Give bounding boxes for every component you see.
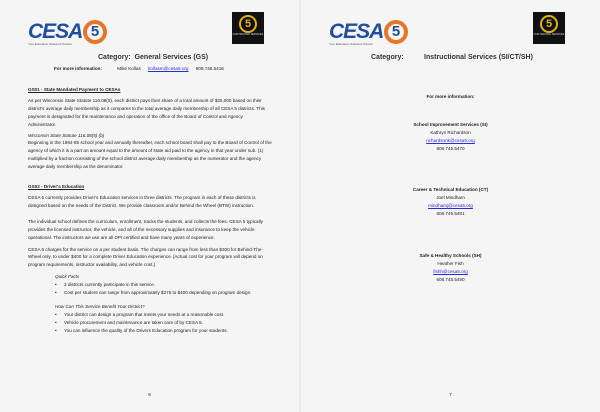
dept-name: Safe & Healthy Schools (SH) xyxy=(419,253,482,258)
quick-facts-list xyxy=(55,281,272,297)
statute-paragraph: Beginning in the 1984-85 school year and annually thereafter, each school board shall pay to the Board of Control of the agency of which it is a part an amount equal to the amount of state aid paid to the agency in that year under sub. (1) multiplied by a fraction consisting of the school district average daily membership as the numerator and the agency average daily membership as the denominator. xyxy=(28,140,272,170)
contact-email-link[interactable]: richardsonk@cesa5.org xyxy=(426,137,475,143)
list-item: • 3 districts currently participate in this service. xyxy=(55,281,272,289)
badge-text: CONTRACTED SERVICES xyxy=(232,33,264,36)
page-6 xyxy=(0,0,299,412)
category-label: Category: xyxy=(371,54,404,61)
info-label: For more information: xyxy=(54,66,102,71)
contracted-services-badge xyxy=(533,12,565,44)
category-label: Category: xyxy=(98,54,131,61)
category-value: Instructional Services (SI/CT/SH) xyxy=(424,54,533,61)
contact-phone: 608.745.5470 xyxy=(436,145,465,151)
dept-name: Career & Technical Education (CT) xyxy=(412,187,489,192)
contact-email-link[interactable]: fishh@cesa5.org xyxy=(433,268,468,274)
contact-name: Mike Kollas xyxy=(117,66,141,71)
category-value: General Services (GS) xyxy=(134,54,209,61)
badge-number: 5 xyxy=(239,15,257,33)
list-item: • Vehicle procurement and maintenance are taken care of by CESA 5. xyxy=(55,319,272,327)
list-item: • Your district can design a program that meets your needs at a reasonable cost. xyxy=(55,311,272,319)
logo-tagline: Your Education Solutions Partner xyxy=(329,42,374,46)
page-number: 7 xyxy=(449,392,452,397)
list-item: • You can influence the quality of the Drivers Education program for your students. xyxy=(55,327,272,335)
badge-number: 5 xyxy=(540,15,558,33)
contact-phone: 608.745.5481 xyxy=(436,210,465,216)
contact-email-link[interactable]: kollasm@cesa5.org xyxy=(148,66,189,71)
logo-text: CESA xyxy=(28,20,83,43)
contact-name: Heather Fish xyxy=(437,260,464,266)
page-number: 6 xyxy=(148,392,151,397)
page-7 xyxy=(301,0,600,412)
category-title xyxy=(98,54,208,61)
benefit-label: How Can This Service Benefit Your District? xyxy=(55,303,145,309)
gs01-heading: GS01 - State Mandated Payment to CESAs xyxy=(28,87,121,92)
gs02-paragraph-2: The individual school defines the curriculum, enrollment, tracks the students, and collects the fees. CESA 5 typically provides the licensed instructor, the vehicle, and all of the necessary supplies and insurance to keep the vehicle operational. The instructors we use are all DPI certified and have many years of experience. xyxy=(28,218,263,240)
contact-sh xyxy=(301,252,600,284)
cesa5-logo xyxy=(329,20,419,46)
cesa5-logo xyxy=(28,20,118,46)
contact-name: Kathryn Richardson xyxy=(430,129,471,135)
logo-tagline: Your Education Solutions Partner xyxy=(28,42,73,46)
contact-line xyxy=(54,65,224,73)
logo-number: 5 xyxy=(83,20,107,44)
contact-phone: 608.745.5490 xyxy=(436,276,465,282)
badge-text: CONTRACTED SERVICES xyxy=(533,33,565,36)
contact-ct xyxy=(301,186,600,218)
quick-facts-label: Quick Facts xyxy=(55,274,80,280)
contact-email-link[interactable]: mindhamj@cesa5.org xyxy=(428,202,473,208)
contact-si xyxy=(301,121,600,153)
contracted-services-badge xyxy=(232,12,264,44)
gs02-heading: GS02 - Driver's Education xyxy=(28,184,85,190)
gs01-paragraph: As per Wisconsin State Statute 116.08(5), each district pays their share of a total amount of $25,000 based on their district's average daily membership as it compares to the total average daily membership of all CESA 5 districts. This payment is designated for the maintenance and operation of the office of the Board of Control and Agency Administrator. xyxy=(28,97,265,127)
benefits-list xyxy=(55,311,272,335)
page1-body xyxy=(28,86,272,335)
gs02-paragraph-3: CESA 5 charges for the service on a per student basis. The charges can range from less than $300 for Behind-The-Wheel only, to under $400 for a complete Driver Education experience. [Actual cost for your program will depend on program requirements, instructor availability, and vehicle cost.] xyxy=(28,246,263,268)
dept-name: School Improvement Services (SI) xyxy=(413,122,488,127)
logo-text: CESA xyxy=(329,20,384,43)
contact-phone: 608.745.5416 xyxy=(195,66,224,71)
logo-number: 5 xyxy=(384,20,408,44)
list-item: • Cost per student can range from approximately $275 to $400 depending on program design. xyxy=(55,289,272,297)
statute-reference: Wisconsin State Statute 116.08(5) (b) xyxy=(28,132,105,138)
contact-name: Joel Mindham xyxy=(436,194,465,200)
info-label: For more information: xyxy=(426,94,475,99)
gs02-paragraph-1: CESA 5 currently provides Driver's Education services in three districts. The program in each of these districts is designed based on the needs of the District. We provide classroom and/or Behind the Wheel (BTW) instruction. xyxy=(28,194,256,208)
